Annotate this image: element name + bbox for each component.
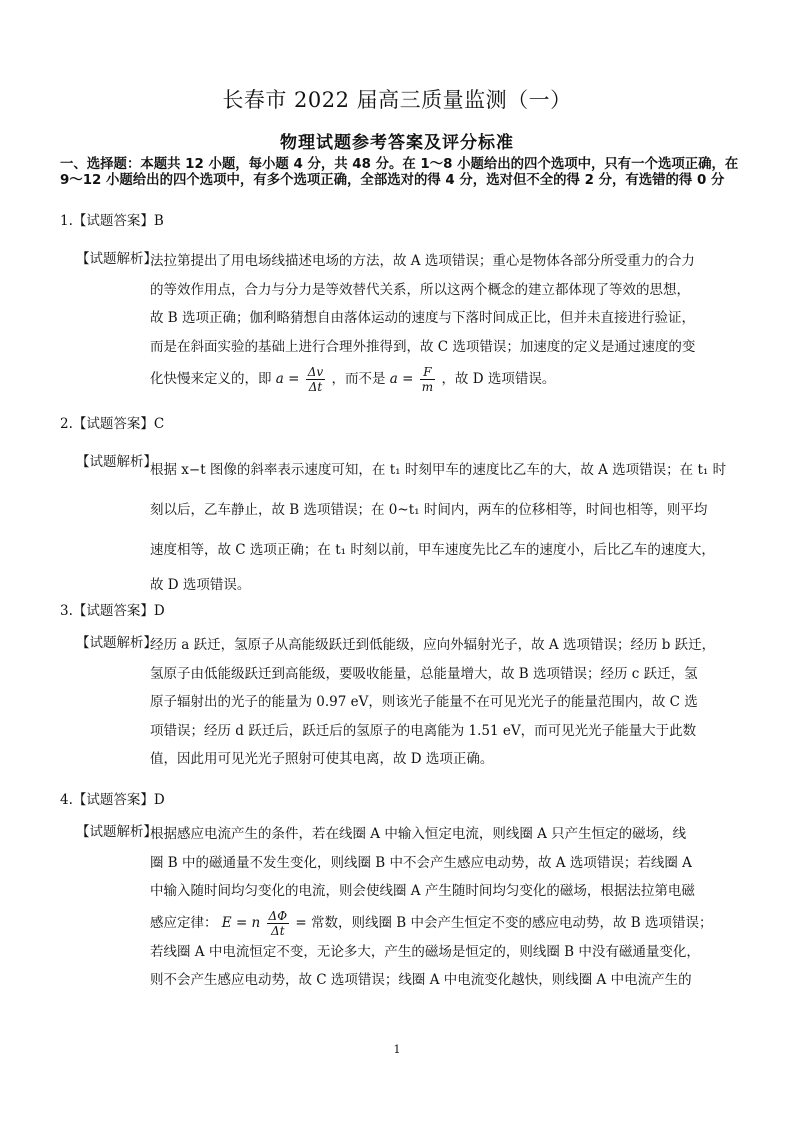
q2-line-3: 速度相等，故 C 选项正确；在 t₁ 时刻以前，甲车速度先比乙车的速度小，后比乙车的速度大， [150, 542, 715, 558]
q1-line-2: 的等效作用点，合力与分力是等效替代关系，所以这两个概念的建立都体现了等效的思想， [150, 281, 690, 298]
section-heading: 一、选择题：本题共 12 小题，每小题 4 分，共 48 分。在 1～8 小题给出的四个选项中，只有一个选项正确，在 9～12 小题给出的四个选项中，有多个选项正确，全部选对的得 4 分，选对但不全的得 2 分，有选错的得 0 分 [60, 157, 739, 188]
q2-explanation-label: 【试题解析】 [76, 454, 157, 470]
q4-line-4 [150, 909, 722, 938]
formula-2-fraction [420, 365, 435, 394]
q4-line-2: 圈 B 中的磁通量不发生变化，则线圈 B 中不会产生感应电动势，故 A 选项错误；若线圈 A [150, 854, 692, 871]
q4-line-4-text-b: = 常数，则线圈 B 中会产生恒定不变的感应电动势，故 B 选项错误； [295, 914, 713, 931]
formula-1-denominator: Δt [308, 380, 323, 394]
q3-line-5: 值，因此用可见光光子照射可使其电离，故 D 选项正确。 [150, 751, 494, 767]
q4-line-6: 则不会产生感应电动势，故 C 选项错误；线圈 A 中电流变化越快，则线圈 A 中电流产生的 [150, 972, 692, 988]
q4-explanation-label: 【试题解析】 [76, 824, 157, 840]
formula-3-numerator: ΔΦ [268, 908, 288, 923]
formula-1-lhs: a = [275, 371, 300, 387]
q3-line-4: 项错误；经历 d 跃迁后，跃迁后的氢原子的电离能为 1.51 eV，而可见光光子能量大于此数 [150, 722, 697, 739]
q1-line-3: 故 B 选项正确；伽利略猜想自由落体运动的速度与下落时间成正比，但并未直接进行验证， [150, 310, 696, 326]
formula-2-denominator: m [421, 380, 434, 394]
q4-line-4-text-a: 感应定律： [150, 914, 218, 931]
q2-answer: 2.【试题答案】C [60, 416, 165, 432]
formula-2-numerator: F [420, 365, 435, 380]
formula-3-fraction [267, 909, 290, 938]
q4-line-1: 根据感应电流产生的条件，若在线圈 A 中输入恒定电流，则线圈 A 只产生恒定的磁场，线 [150, 826, 687, 842]
q1-line-1: 法拉第提出了用电场线描述电场的方法，故 A 选项错误；重心是物体各部分所受重力的合力 [150, 253, 695, 269]
q1-line-5-text-b: ，而不是 [331, 371, 386, 387]
formula-1-numerator: Δv [307, 365, 324, 379]
q3-line-3: 原子辐射出的光子的能量为 0.97 eV，则该光子能量不在可见光光子的能量范围内，故 C 选 [150, 694, 698, 710]
q4-answer: 4.【试题答案】D [60, 792, 165, 808]
q3-explanation-label: 【试题解析】 [76, 635, 157, 651]
q4-line-3: 中输入随时间均匀变化的电流，则会使线圈 A 产生随时间均匀变化的磁场，根据法拉第电磁 [150, 883, 695, 899]
q2-line-2: 刻以后，乙车静止，故 B 选项错误；在 0~t₁ 时间内，两车的位移相等，时间也相等，则平均 [150, 502, 708, 518]
q3-explanation [150, 631, 722, 774]
q2-line-4: 故 D 选项错误。 [150, 577, 251, 593]
q4-line-5: 若线圈 A 中电流恒定不变，无论多大，产生的磁场是恒定的，则线圈 B 中没有磁通量变化， [150, 943, 700, 960]
page-number: 1 [393, 1043, 401, 1056]
q3-line-2: 氢原子由低能级跃迁到高能级，要吸收能量，总能量增大，故 B 选项错误；经历 c 跃迁，氢 [150, 665, 698, 682]
document-subtitle: 物理试题参考答案及评分标准 [280, 133, 514, 153]
q1-line-5-text-a: 化快慢来定义的，即 [150, 371, 272, 387]
q3-line-1: 经历 a 跃迁，氢原子从高能级跃迁到低能级，应向外辐射光子，故 A 选项错误；经历 b 跃迁， [150, 637, 716, 653]
q1-explanation [150, 247, 722, 394]
q4-explanation [150, 820, 722, 995]
q2-explanation [150, 450, 727, 600]
formula-1-fraction [306, 365, 325, 394]
q3-answer: 3.【试题答案】D [60, 603, 165, 619]
formula-3-lhs: E = n [221, 914, 261, 931]
q1-explanation-label: 【试题解析】 [76, 251, 157, 267]
q2-line-1: 根据 x−t 图像的斜率表示速度可知，在 t₁ 时刻甲车的速度比乙车的大，故 A 选项错误；在 t₁ 时 [150, 462, 727, 478]
q1-answer: 1.【试题答案】B [60, 213, 164, 229]
q1-line-5 [150, 365, 722, 394]
q1-line-5-text-c: ，故 D 选项错误。 [441, 371, 556, 387]
formula-2-lhs: a = [389, 371, 414, 387]
formula-3-denominator: Δt [271, 923, 285, 938]
document-title: 长春市 2022 届高三质量监测（一） [222, 88, 572, 112]
q1-line-4: 而是在斜面实验的基础上进行合理外推得到，故 C 选项错误；加速度的定义是通过速度的变 [150, 338, 696, 355]
